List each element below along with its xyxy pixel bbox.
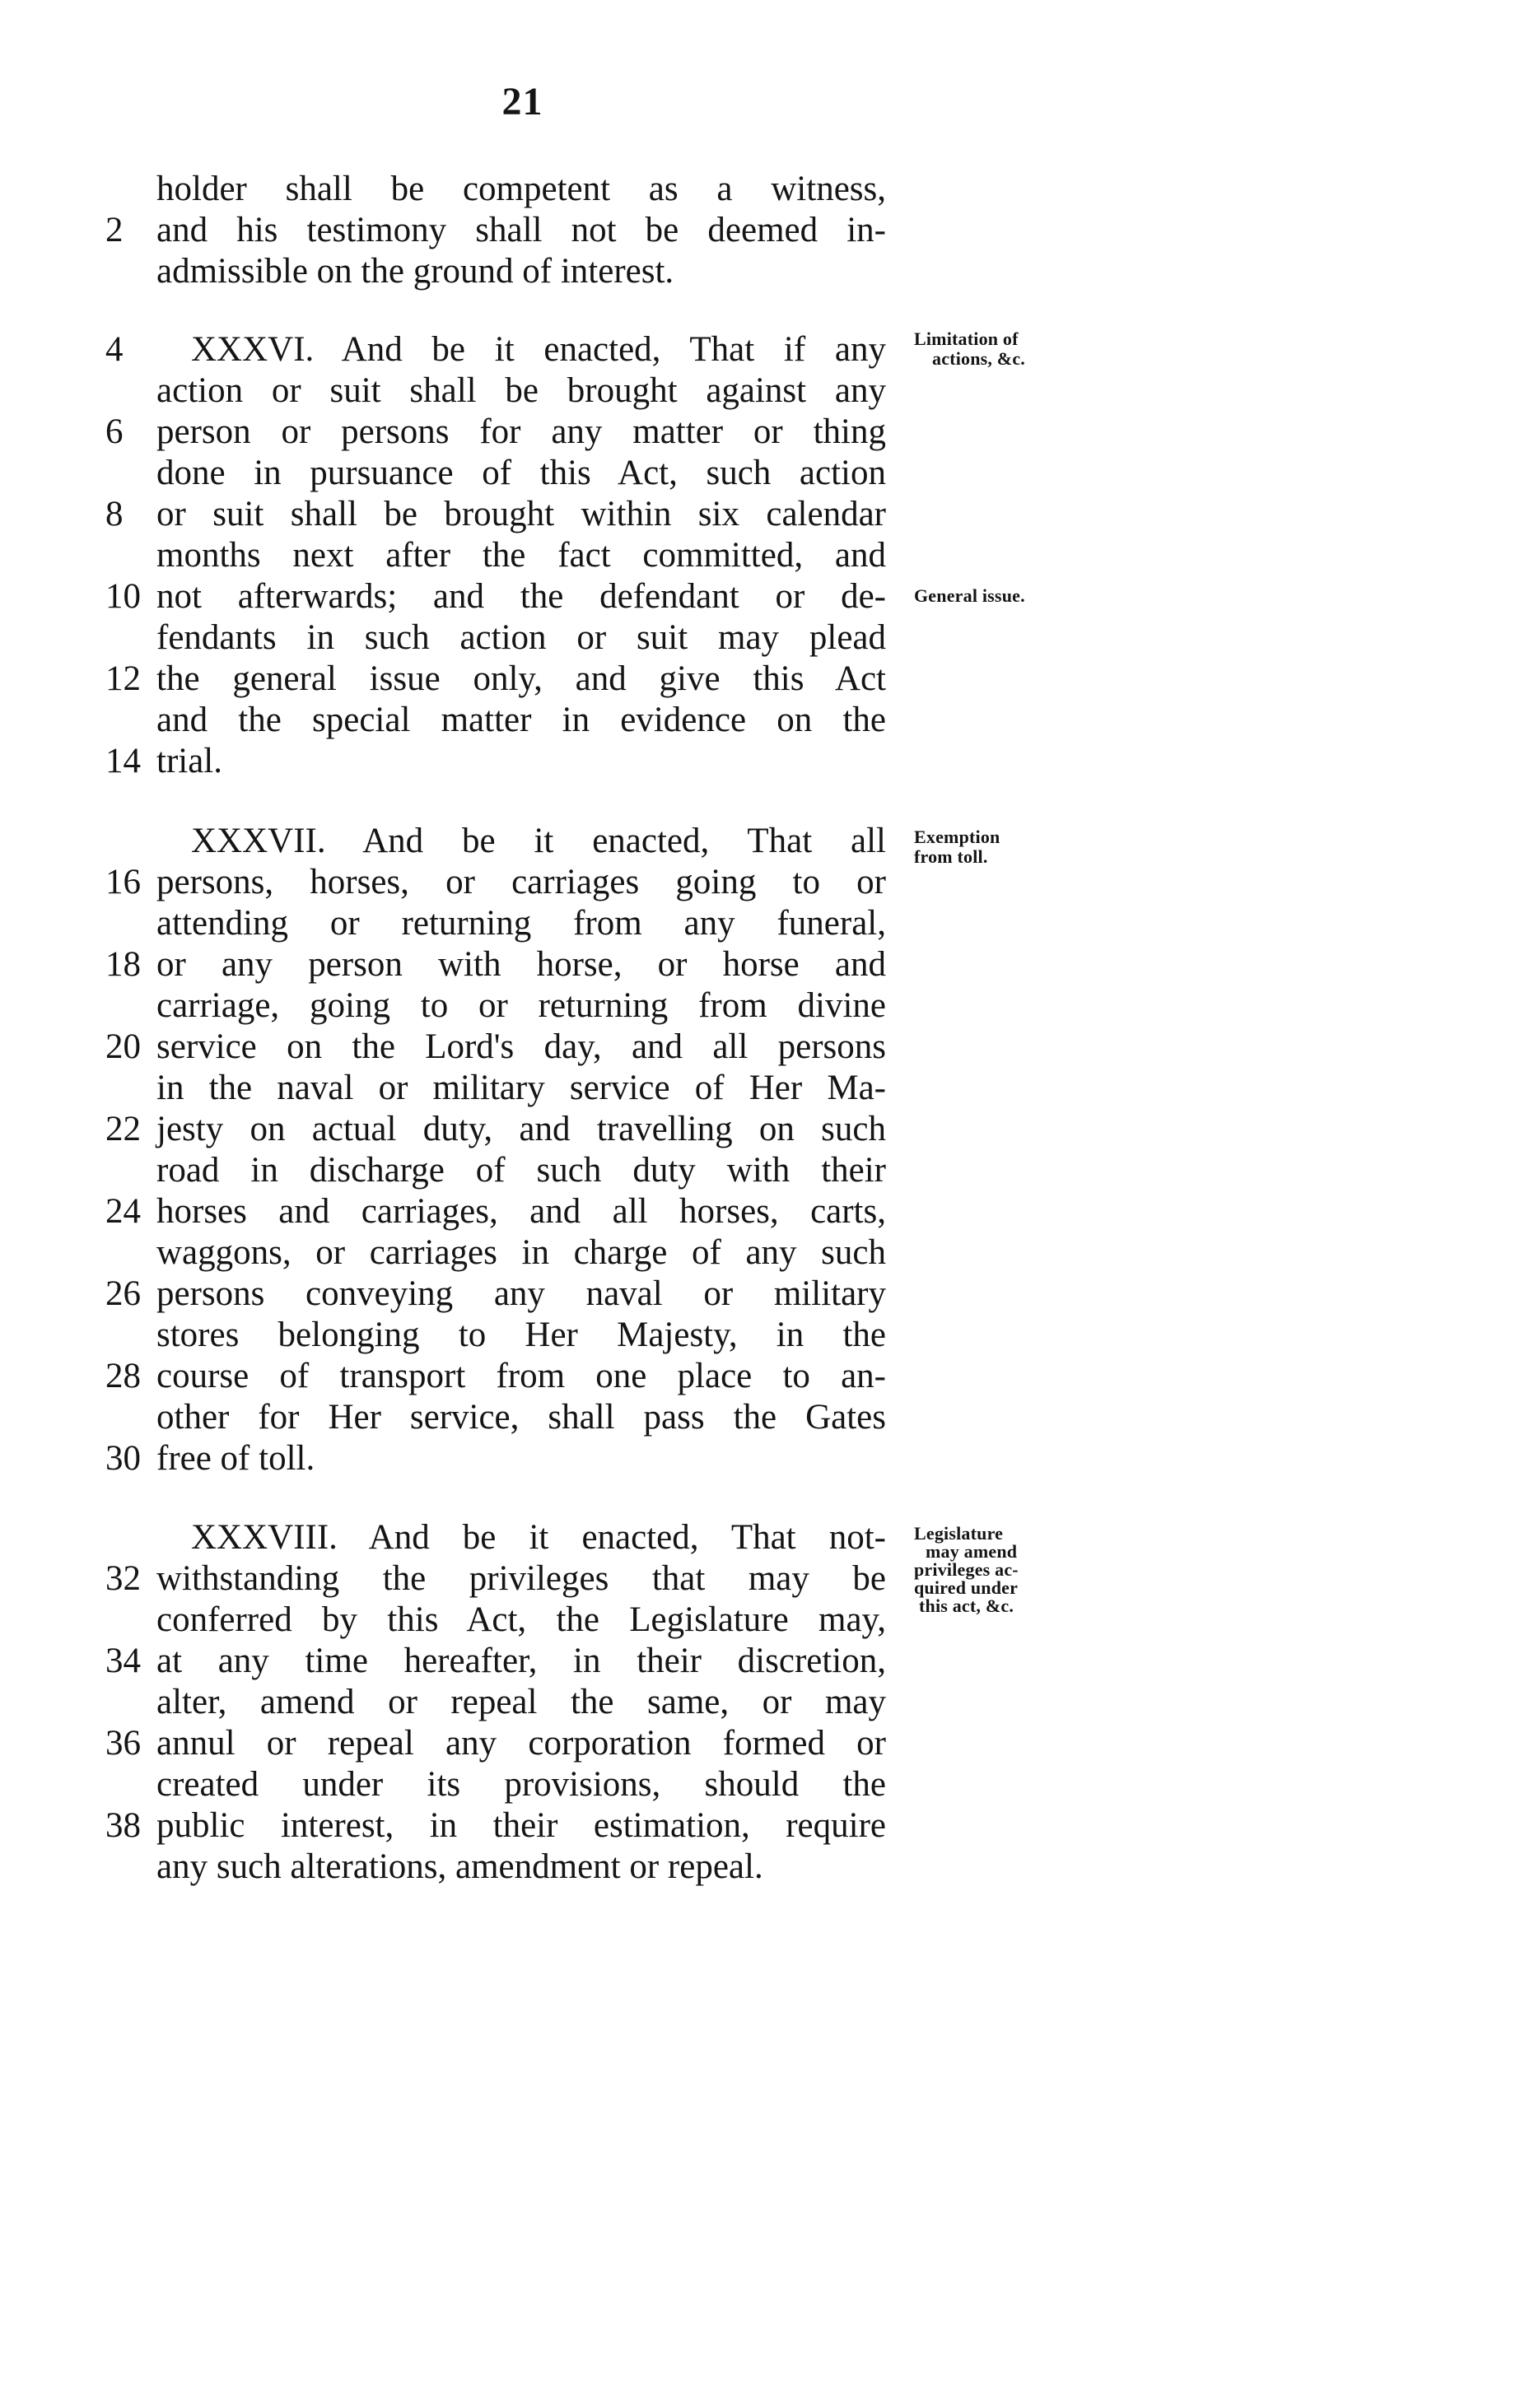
margin-note-line: may amend: [926, 1541, 1018, 1562]
text-line: attending or returning from any funeral,: [156, 904, 886, 943]
section-heading-line: XXXVII. And be it enacted, That all: [191, 822, 886, 860]
line-number: 8: [105, 495, 124, 533]
line-number: 18: [105, 945, 141, 984]
text-line: carriage, going to or returning from divine: [156, 986, 886, 1025]
text-line: or any person with horse, or horse and: [156, 945, 886, 984]
text-line: and his testimony shall not be deemed in-: [156, 211, 886, 249]
line-number: 14: [105, 742, 141, 780]
text-line: and the special matter in evidence on the: [156, 701, 886, 739]
text-line: withstanding the privileges that may be: [156, 1559, 886, 1598]
text-line: other for Her service, shall pass the Gates: [156, 1398, 886, 1437]
margin-note-exemption: [914, 827, 1000, 867]
text-line: person or persons for any matter or thing: [156, 412, 886, 451]
margin-note-line: actions, &c.: [932, 348, 1025, 369]
text-line: the general issue only, and give this Act: [156, 659, 886, 698]
line-number: 34: [105, 1642, 141, 1680]
text-line: in the naval or military service of Her Ma-: [156, 1069, 886, 1107]
line-number: 32: [105, 1559, 141, 1598]
text-line: holder shall be competent as a witness,: [156, 170, 886, 208]
text-line: alter, amend or repeal the same, or may: [156, 1683, 886, 1721]
text-line: persons conveying any naval or military: [156, 1274, 886, 1313]
line-number: 36: [105, 1724, 141, 1763]
line-number: 28: [105, 1357, 141, 1395]
section-heading-line: XXXVI. And be it enacted, That if any: [191, 330, 886, 369]
line-number: 16: [105, 863, 141, 901]
text-line: annul or repeal any corporation formed or: [156, 1724, 886, 1763]
margin-note-line: from toll.: [914, 846, 988, 867]
text-line: done in pursuance of this Act, such action: [156, 454, 886, 492]
margin-note-line: quired under: [914, 1577, 1019, 1598]
text-line: service on the Lord's day, and all persons: [156, 1027, 886, 1066]
text-line: fendants in such action or suit may plead: [156, 618, 886, 657]
text-line: course of transport from one place to an-: [156, 1357, 886, 1395]
text-line: action or suit shall be brought against any: [156, 371, 886, 410]
line-number: 22: [105, 1110, 141, 1148]
page-number: 21: [501, 80, 543, 123]
line-number: 12: [105, 659, 141, 698]
margin-note-line: Exemption: [914, 827, 1000, 847]
text-line: waggons, or carriages in charge of any such: [156, 1233, 886, 1272]
margin-note-general-issue: [914, 586, 1025, 606]
line-number: 38: [105, 1806, 141, 1845]
line-number: 30: [105, 1439, 141, 1478]
line-number: 10: [105, 577, 141, 616]
text-line: or suit shall be brought within six calendar: [156, 495, 886, 533]
text-line: free of toll.: [156, 1439, 315, 1478]
text-line: created under its provisions, should the: [156, 1765, 886, 1804]
text-line: jesty on actual duty, and travelling on such: [156, 1110, 886, 1148]
text-line: road in discharge of such duty with their: [156, 1151, 886, 1190]
text-line: trial.: [156, 742, 222, 780]
margin-note-line: Legislature: [914, 1523, 1004, 1544]
line-number: 4: [105, 330, 124, 369]
line-number: 2: [105, 211, 124, 249]
margin-note-line: privileges ac-: [914, 1559, 1019, 1580]
text-line: horses and carriages, and all horses, carts,: [156, 1192, 886, 1231]
line-number: 26: [105, 1274, 141, 1313]
section-heading-line: XXXVIII. And be it enacted, That not-: [191, 1518, 886, 1557]
text-line: not afterwards; and the defendant or de-: [156, 577, 886, 616]
margin-note-limitation: [914, 329, 1025, 369]
margin-note-legislature: [914, 1525, 1019, 1615]
line-number: 20: [105, 1027, 141, 1066]
margin-note-line: General issue.: [914, 585, 1025, 606]
text-line: public interest, in their estimation, require: [156, 1806, 886, 1845]
text-line: at any time hereafter, in their discretion,: [156, 1642, 886, 1680]
margin-note-line: this act, &c.: [919, 1595, 1014, 1616]
text-line: any such alterations, amendment or repeal.: [156, 1847, 763, 1886]
line-number: 24: [105, 1192, 141, 1231]
text-line: persons, horses, or carriages going to or: [156, 863, 886, 901]
text-line: conferred by this Act, the Legislature may,: [156, 1600, 886, 1639]
text-line: months next after the fact committed, and: [156, 536, 886, 575]
text-line: stores belonging to Her Majesty, in the: [156, 1316, 886, 1354]
line-number: 6: [105, 412, 124, 451]
margin-note-line: Limitation of: [914, 328, 1019, 349]
text-line: admissible on the ground of interest.: [156, 252, 674, 291]
